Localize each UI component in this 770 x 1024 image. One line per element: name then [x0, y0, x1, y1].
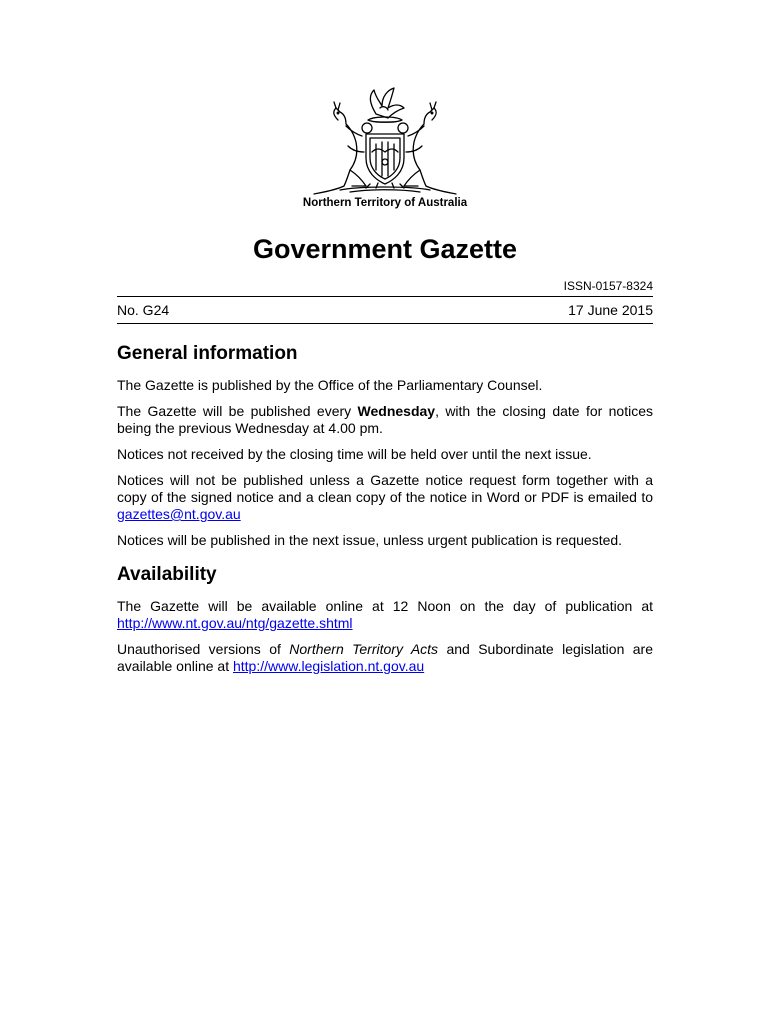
paragraph-legislation — [117, 641, 653, 675]
issn-number: ISSN-0157-8324 — [563, 279, 653, 293]
page-title: Government Gazette — [252, 234, 518, 264]
issue-date: 17 June 2015 — [568, 302, 653, 318]
email-link[interactable]: gazettes@nt.gov.au — [117, 506, 241, 522]
jurisdiction-label: Northern Territory of Australia — [302, 197, 468, 209]
paragraph-text: The Gazette will be available online at 12 Noon on the day of publication at — [117, 598, 653, 614]
paragraph-publisher — [117, 377, 653, 394]
header-divider-top — [117, 296, 653, 297]
header-divider-bottom — [117, 323, 653, 324]
paragraph-text: , with the closing date for notices being the previous Wednesday at 4.00 pm. — [117, 403, 654, 436]
paragraph-urgent — [117, 532, 653, 549]
paragraph-text: Notices will be published in the next issue, unless urgent publication is requested. — [117, 532, 623, 548]
legislation-url-link[interactable]: http://www.legislation.nt.gov.au — [232, 658, 425, 674]
paragraph-closing-time — [117, 446, 653, 463]
paragraph-text: and Subordinate legislation are available online at — [117, 641, 653, 674]
issue-number: No. G24 — [117, 302, 170, 318]
acts-title: Northern Territory Acts — [289, 641, 439, 657]
paragraph-text: Notices not received by the closing time will be held over until the next issue. — [117, 446, 592, 462]
publication-day: Wednesday — [357, 403, 436, 419]
paragraph-schedule — [117, 403, 653, 437]
paragraph-text: The Gazette will be published every — [117, 403, 358, 419]
paragraph-text: Notices will not be published unless a Gazette notice request form together with a copy of the signed notice and a clean copy of the notice in Word or PDF is emailed to — [117, 472, 653, 505]
paragraph-text: Unauthorised versions of — [117, 641, 290, 657]
section-heading-general-information: General information — [117, 343, 298, 364]
gazette-url-link[interactable]: http://www.nt.gov.au/ntg/gazette.shtml — [117, 615, 353, 631]
section-heading-availability: Availability — [117, 564, 217, 585]
paragraph-text: The Gazette is published by the Office of the Parliamentary Counsel. — [117, 377, 543, 393]
paragraph-submission — [117, 472, 653, 523]
paragraph-online — [117, 598, 653, 632]
nt-coat-of-arms-icon — [310, 86, 460, 198]
gazette-body — [117, 342, 653, 684]
